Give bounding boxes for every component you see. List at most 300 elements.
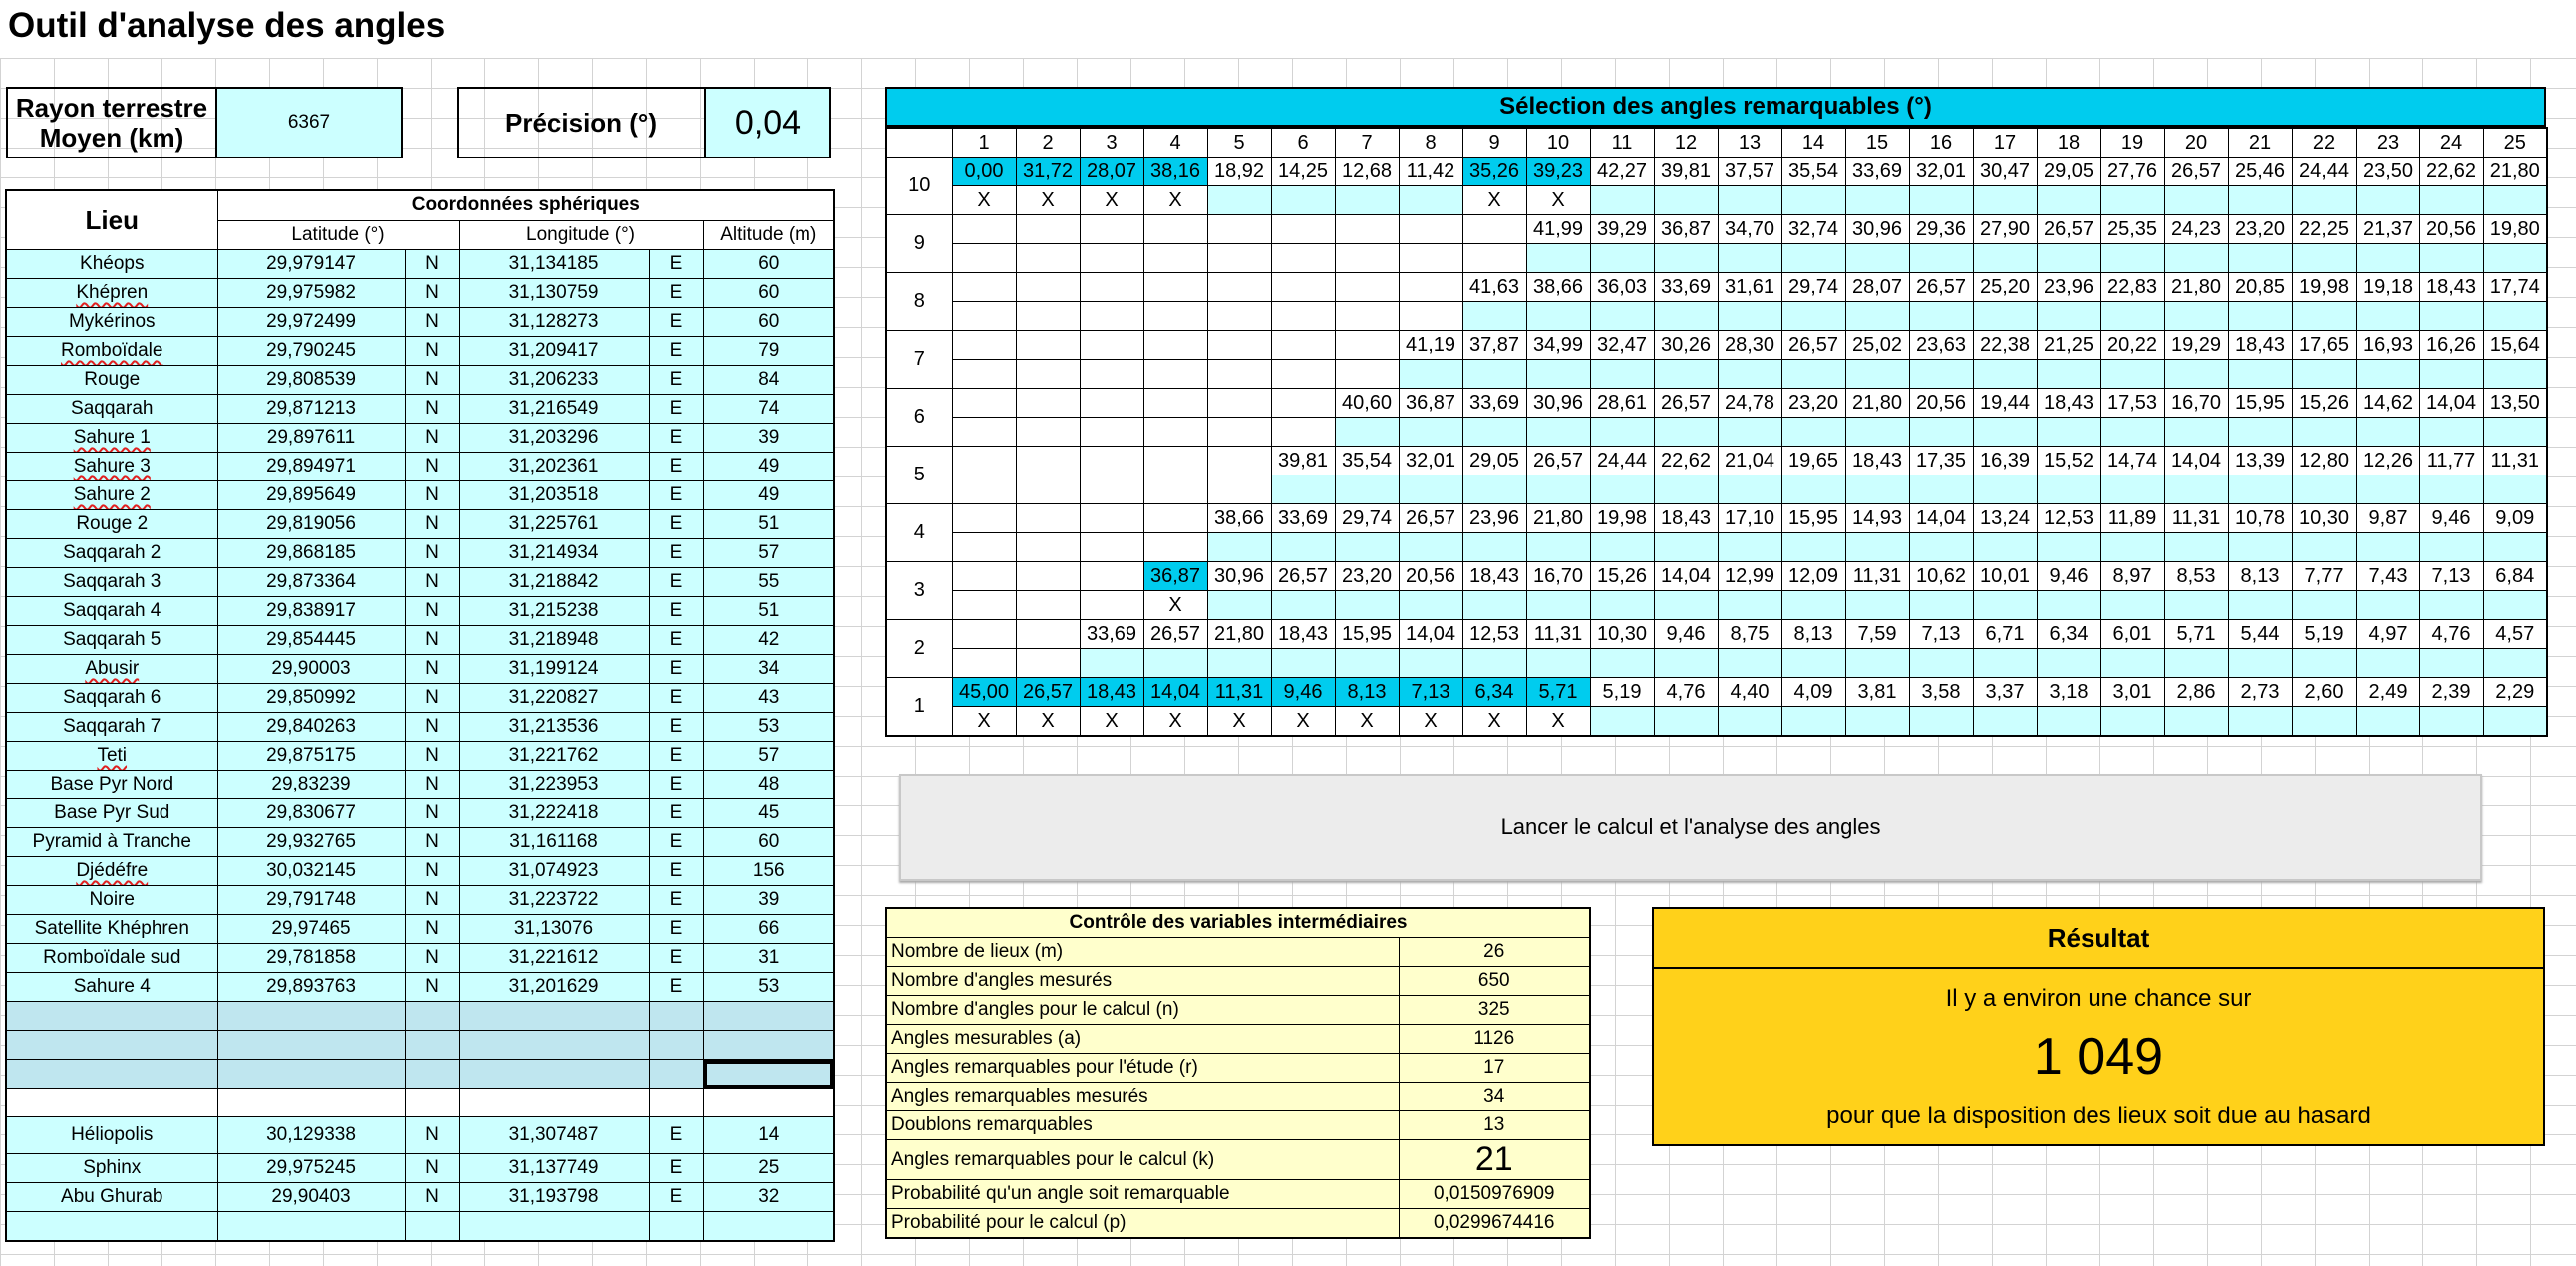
angle-cell[interactable]: 25,35 (2100, 215, 2164, 244)
angle-cell[interactable] (1335, 215, 1399, 244)
angle-cell[interactable]: 9,46 (2419, 504, 2483, 533)
place-name-cell[interactable] (6, 597, 217, 626)
angle-cell[interactable]: 23,96 (1462, 504, 1526, 533)
place-lon-cell[interactable] (459, 915, 649, 944)
angle-select-cell[interactable] (2356, 475, 2419, 504)
angle-cell[interactable]: 22,62 (1654, 447, 1718, 475)
angle-cell[interactable]: 4,76 (2419, 620, 2483, 649)
angle-cell[interactable] (1016, 620, 1080, 649)
angle-cell[interactable]: 18,92 (1207, 158, 1271, 186)
angle-cell[interactable]: 3,01 (2100, 678, 2164, 707)
angle-select-cell[interactable] (1909, 707, 1973, 737)
place-alt-cell[interactable] (703, 481, 834, 510)
angle-select-cell[interactable] (2292, 418, 2356, 447)
angle-cell[interactable]: 32,01 (1909, 158, 1973, 186)
angle-select-cell[interactable] (1335, 418, 1399, 447)
angle-select-cell[interactable] (1590, 186, 1654, 215)
angle-cell[interactable]: 11,31 (1845, 562, 1909, 591)
angle-select-cell[interactable] (1207, 302, 1271, 331)
angle-cell[interactable]: 2,60 (2292, 678, 2356, 707)
angle-cell[interactable]: 33,69 (1654, 273, 1718, 302)
angle-select-cell[interactable] (2292, 244, 2356, 273)
angle-select-cell[interactable] (1080, 418, 1143, 447)
place-ns-cell[interactable] (405, 713, 459, 742)
angle-select-cell[interactable]: X (1526, 186, 1590, 215)
angle-select-cell[interactable] (1654, 649, 1718, 678)
angle-select-cell[interactable] (1143, 475, 1207, 504)
angle-cell[interactable] (952, 447, 1016, 475)
angle-select-cell[interactable] (1526, 360, 1590, 389)
empty-cell[interactable] (6, 1002, 217, 1031)
place-lon-cell[interactable] (459, 568, 649, 597)
angle-cell[interactable]: 17,53 (2100, 389, 2164, 418)
angle-select-cell[interactable]: X (1143, 186, 1207, 215)
place-lat-cell[interactable] (217, 655, 405, 684)
angle-select-cell[interactable] (1781, 244, 1845, 273)
angle-select-cell[interactable] (1399, 591, 1462, 620)
angle-cell[interactable] (952, 273, 1016, 302)
angle-cell[interactable] (1271, 331, 1335, 360)
angle-cell[interactable]: 36,87 (1399, 389, 1462, 418)
angle-select-cell[interactable] (2356, 707, 2419, 737)
angle-select-cell[interactable] (2037, 649, 2100, 678)
angle-select-cell[interactable] (2037, 533, 2100, 562)
place-lat-cell[interactable] (217, 337, 405, 366)
empty-cell[interactable] (459, 1002, 649, 1031)
angle-cell[interactable]: 5,44 (2228, 620, 2292, 649)
place-name-cell[interactable] (6, 799, 217, 828)
angle-cell[interactable]: 5,71 (1526, 678, 1590, 707)
angle-select-cell[interactable] (1654, 418, 1718, 447)
place-ns-cell[interactable] (405, 539, 459, 568)
place-ew-cell[interactable] (649, 279, 703, 308)
angle-cell[interactable]: 19,18 (2356, 273, 2419, 302)
angle-select-cell[interactable] (1590, 418, 1654, 447)
angle-cell[interactable]: 16,70 (2164, 389, 2228, 418)
angle-cell[interactable] (1080, 273, 1143, 302)
angle-cell[interactable]: 18,43 (1462, 562, 1526, 591)
angle-cell[interactable]: 26,57 (1016, 678, 1080, 707)
place-lon-cell[interactable] (459, 366, 649, 395)
angle-select-cell[interactable] (952, 302, 1016, 331)
angle-select-cell[interactable] (1590, 533, 1654, 562)
angle-select-cell[interactable]: X (1526, 707, 1590, 737)
angle-select-cell[interactable] (1845, 244, 1909, 273)
angle-select-cell[interactable] (2292, 533, 2356, 562)
angle-select-cell[interactable] (2356, 533, 2419, 562)
place-ns-cell[interactable] (405, 742, 459, 771)
angle-cell[interactable]: 28,30 (1718, 331, 1781, 360)
angle-cell[interactable]: 26,57 (2164, 158, 2228, 186)
place-name-cell[interactable] (6, 453, 217, 481)
angle-select-cell[interactable] (2483, 591, 2547, 620)
angle-select-cell[interactable] (1590, 360, 1654, 389)
empty-cell[interactable] (217, 1002, 405, 1031)
angle-cell[interactable]: 6,71 (1973, 620, 2037, 649)
place-ew-cell[interactable] (649, 424, 703, 453)
angle-select-cell[interactable] (1973, 302, 2037, 331)
place-lat-cell[interactable] (217, 424, 405, 453)
angle-cell[interactable]: 41,63 (1462, 273, 1526, 302)
angle-select-cell[interactable] (1207, 186, 1271, 215)
angle-cell[interactable]: 38,66 (1526, 273, 1590, 302)
angle-select-cell[interactable]: X (1462, 707, 1526, 737)
angle-cell[interactable]: 19,98 (1590, 504, 1654, 533)
blank-cell[interactable] (703, 1089, 834, 1117)
angle-select-cell[interactable] (2419, 475, 2483, 504)
angle-select-cell[interactable] (1781, 360, 1845, 389)
angle-cell[interactable]: 24,44 (1590, 447, 1654, 475)
angle-cell[interactable]: 35,54 (1335, 447, 1399, 475)
angle-select-cell[interactable] (2419, 360, 2483, 389)
angle-select-cell[interactable] (1526, 244, 1590, 273)
angle-cell[interactable]: 4,97 (2356, 620, 2419, 649)
angle-cell[interactable]: 45,00 (952, 678, 1016, 707)
place-name-cell[interactable] (6, 915, 217, 944)
angle-cell[interactable]: 24,44 (2292, 158, 2356, 186)
empty-cell[interactable] (217, 1031, 405, 1060)
place-lon-cell[interactable] (459, 308, 649, 337)
place-ns-cell[interactable] (405, 973, 459, 1002)
angle-select-cell[interactable]: X (1143, 591, 1207, 620)
angle-cell[interactable]: 11,31 (1207, 678, 1271, 707)
angle-cell[interactable]: 10,78 (2228, 504, 2292, 533)
place-lon-cell[interactable] (459, 279, 649, 308)
angle-select-cell[interactable] (2100, 649, 2164, 678)
angle-cell[interactable]: 32,01 (1399, 447, 1462, 475)
angle-select-cell[interactable] (2419, 418, 2483, 447)
angle-cell[interactable] (1143, 447, 1207, 475)
place-lat-cell[interactable] (217, 828, 405, 857)
angle-cell[interactable]: 0,00 (952, 158, 1016, 186)
place-lat-cell[interactable] (217, 713, 405, 742)
angle-select-cell[interactable] (1781, 649, 1845, 678)
angle-cell[interactable]: 20,22 (2100, 331, 2164, 360)
empty-cell[interactable] (217, 1060, 405, 1089)
place-name-cell[interactable] (6, 713, 217, 742)
angle-select-cell[interactable] (2037, 418, 2100, 447)
angle-select-cell[interactable] (2356, 186, 2419, 215)
angle-cell[interactable]: 19,65 (1781, 447, 1845, 475)
angle-cell[interactable]: 4,76 (1654, 678, 1718, 707)
angle-select-cell[interactable] (2100, 533, 2164, 562)
place-lon-cell[interactable] (459, 799, 649, 828)
angle-cell[interactable] (1143, 331, 1207, 360)
angle-select-cell[interactable] (952, 360, 1016, 389)
place-ew-cell[interactable] (649, 626, 703, 655)
angle-cell[interactable] (1016, 215, 1080, 244)
angle-select-cell[interactable] (1973, 186, 2037, 215)
place-alt-cell[interactable] (703, 626, 834, 655)
angle-cell[interactable]: 23,96 (2037, 273, 2100, 302)
empty-cell[interactable] (703, 1060, 834, 1089)
angle-select-cell[interactable] (2037, 244, 2100, 273)
angle-cell[interactable]: 17,10 (1718, 504, 1781, 533)
angle-select-cell[interactable] (2356, 360, 2419, 389)
angle-select-cell[interactable]: X (1016, 707, 1080, 737)
blank-cell[interactable] (459, 1089, 649, 1117)
angle-cell[interactable]: 15,26 (2292, 389, 2356, 418)
angle-cell[interactable] (1080, 215, 1143, 244)
angle-select-cell[interactable] (2164, 533, 2228, 562)
place-lat-cell[interactable] (217, 308, 405, 337)
angle-select-cell[interactable] (1526, 533, 1590, 562)
angle-cell[interactable]: 14,04 (2419, 389, 2483, 418)
angle-cell[interactable]: 23,20 (1335, 562, 1399, 591)
angle-cell[interactable]: 4,57 (2483, 620, 2547, 649)
angle-cell[interactable]: 18,43 (1654, 504, 1718, 533)
place-lat-cell[interactable] (217, 395, 405, 424)
angle-cell[interactable]: 16,39 (1973, 447, 2037, 475)
angle-cell[interactable]: 26,57 (1654, 389, 1718, 418)
angle-cell[interactable]: 16,93 (2356, 331, 2419, 360)
angle-cell[interactable]: 21,80 (1526, 504, 1590, 533)
place-lat-cell[interactable] (217, 684, 405, 713)
place-ew-cell[interactable] (649, 771, 703, 799)
angle-select-cell[interactable] (1845, 649, 1909, 678)
place-name-cell[interactable] (6, 828, 217, 857)
place-lat-cell[interactable] (217, 250, 405, 279)
angle-select-cell[interactable] (1207, 244, 1271, 273)
angle-select-cell[interactable] (1143, 533, 1207, 562)
angle-select-cell[interactable]: X (1271, 707, 1335, 737)
angle-cell[interactable] (1080, 331, 1143, 360)
angle-cell[interactable]: 31,72 (1016, 158, 1080, 186)
angle-select-cell[interactable] (1016, 649, 1080, 678)
place-lon-cell[interactable] (459, 944, 649, 973)
angle-select-cell[interactable] (1973, 475, 2037, 504)
place-ew-cell[interactable] (649, 886, 703, 915)
angle-cell[interactable]: 27,76 (2100, 158, 2164, 186)
angle-select-cell[interactable] (1654, 186, 1718, 215)
angle-cell[interactable]: 26,57 (1399, 504, 1462, 533)
place-ns-cell[interactable] (405, 1183, 459, 1212)
place-ew-cell[interactable] (649, 481, 703, 510)
angle-select-cell[interactable] (2037, 186, 2100, 215)
angle-cell[interactable]: 25,46 (2228, 158, 2292, 186)
angle-cell[interactable]: 29,74 (1781, 273, 1845, 302)
angle-cell[interactable]: 5,19 (2292, 620, 2356, 649)
place-ns-cell[interactable] (405, 337, 459, 366)
angle-cell[interactable]: 20,56 (1399, 562, 1462, 591)
place-name-cell[interactable] (6, 944, 217, 973)
angle-cell[interactable]: 7,77 (2292, 562, 2356, 591)
angle-select-cell[interactable] (1718, 707, 1781, 737)
angle-cell[interactable]: 16,26 (2419, 331, 2483, 360)
angle-select-cell[interactable] (2419, 591, 2483, 620)
angle-select-cell[interactable] (1781, 418, 1845, 447)
angle-cell[interactable]: 5,71 (2164, 620, 2228, 649)
place-alt-cell[interactable] (703, 279, 834, 308)
place-ew-cell[interactable] (649, 1154, 703, 1183)
angle-cell[interactable]: 31,61 (1718, 273, 1781, 302)
angle-cell[interactable]: 20,56 (2419, 215, 2483, 244)
place-ew-cell[interactable] (649, 1183, 703, 1212)
angle-select-cell[interactable] (1909, 360, 1973, 389)
angle-select-cell[interactable] (952, 533, 1016, 562)
angle-select-cell[interactable] (2228, 533, 2292, 562)
precision-value[interactable]: 0,04 (704, 87, 831, 158)
place-lon-cell[interactable] (459, 626, 649, 655)
place-lat-cell[interactable] (217, 857, 405, 886)
angle-select-cell[interactable] (1590, 649, 1654, 678)
place-ew-cell[interactable] (649, 655, 703, 684)
angle-select-cell[interactable] (2292, 302, 2356, 331)
place-alt-cell[interactable] (703, 713, 834, 742)
empty-cell[interactable] (649, 1002, 703, 1031)
angle-select-cell[interactable] (1590, 707, 1654, 737)
place-ns-cell[interactable] (405, 1154, 459, 1183)
angle-select-cell[interactable] (1271, 244, 1335, 273)
angle-cell[interactable]: 15,64 (2483, 331, 2547, 360)
angle-select-cell[interactable] (1462, 649, 1526, 678)
place-alt-cell[interactable] (703, 424, 834, 453)
angle-select-cell[interactable] (2483, 475, 2547, 504)
angle-select-cell[interactable] (2483, 360, 2547, 389)
angle-cell[interactable]: 14,74 (2100, 447, 2164, 475)
angle-select-cell[interactable] (1781, 302, 1845, 331)
place-name-cell[interactable] (6, 771, 217, 799)
place-ew-cell[interactable] (649, 337, 703, 366)
blank-cell[interactable] (6, 1212, 217, 1242)
angle-select-cell[interactable] (2100, 244, 2164, 273)
angle-select-cell[interactable] (2037, 475, 2100, 504)
angle-select-cell[interactable] (1462, 475, 1526, 504)
angle-select-cell[interactable] (1016, 533, 1080, 562)
angle-select-cell[interactable] (2292, 649, 2356, 678)
angle-cell[interactable] (1016, 273, 1080, 302)
place-ns-cell[interactable] (405, 1117, 459, 1154)
angle-select-cell[interactable] (1973, 533, 2037, 562)
angle-select-cell[interactable] (1462, 360, 1526, 389)
angle-cell[interactable] (1271, 273, 1335, 302)
angle-cell[interactable]: 40,60 (1335, 389, 1399, 418)
angle-select-cell[interactable] (1271, 475, 1335, 504)
place-ns-cell[interactable] (405, 308, 459, 337)
angle-select-cell[interactable] (2419, 707, 2483, 737)
place-alt-cell[interactable] (703, 886, 834, 915)
angle-cell[interactable]: 22,83 (2100, 273, 2164, 302)
place-alt-cell[interactable] (703, 395, 834, 424)
place-lat-cell[interactable] (217, 597, 405, 626)
angle-select-cell[interactable] (1973, 591, 2037, 620)
angle-cell[interactable]: 33,69 (1845, 158, 1909, 186)
angle-select-cell[interactable] (2228, 186, 2292, 215)
angle-cell[interactable]: 36,87 (1654, 215, 1718, 244)
angle-select-cell[interactable] (1143, 649, 1207, 678)
angle-cell[interactable] (1016, 562, 1080, 591)
angle-cell[interactable]: 15,26 (1590, 562, 1654, 591)
angle-cell[interactable]: 14,04 (1143, 678, 1207, 707)
angle-cell[interactable]: 28,61 (1590, 389, 1654, 418)
angle-cell[interactable]: 3,81 (1845, 678, 1909, 707)
angle-select-cell[interactable] (2228, 418, 2292, 447)
angle-select-cell[interactable] (1718, 360, 1781, 389)
angle-cell[interactable]: 2,39 (2419, 678, 2483, 707)
angle-cell[interactable]: 30,96 (1845, 215, 1909, 244)
angle-cell[interactable]: 27,90 (1973, 215, 2037, 244)
angle-cell[interactable]: 39,81 (1654, 158, 1718, 186)
place-name-cell[interactable] (6, 395, 217, 424)
angle-select-cell[interactable] (2419, 244, 2483, 273)
angle-select-cell[interactable] (1143, 302, 1207, 331)
place-name-cell[interactable] (6, 366, 217, 395)
place-alt-cell[interactable] (703, 568, 834, 597)
angle-cell[interactable]: 35,26 (1462, 158, 1526, 186)
angle-select-cell[interactable] (2419, 533, 2483, 562)
angle-select-cell[interactable] (1016, 591, 1080, 620)
angle-select-cell[interactable] (1335, 649, 1399, 678)
angle-cell[interactable]: 7,13 (1909, 620, 1973, 649)
angle-select-cell[interactable] (952, 649, 1016, 678)
angle-cell[interactable]: 18,43 (2228, 331, 2292, 360)
angle-cell[interactable]: 9,09 (2483, 504, 2547, 533)
angle-select-cell[interactable] (2292, 186, 2356, 215)
place-lat-cell[interactable] (217, 366, 405, 395)
angle-select-cell[interactable] (1207, 475, 1271, 504)
angle-select-cell[interactable] (1271, 186, 1335, 215)
angle-select-cell[interactable] (1654, 475, 1718, 504)
angle-cell[interactable]: 21,80 (1207, 620, 1271, 649)
angle-select-cell[interactable] (1271, 418, 1335, 447)
blank-cell[interactable] (405, 1212, 459, 1242)
angle-cell[interactable]: 37,57 (1718, 158, 1781, 186)
angle-select-cell[interactable] (2483, 418, 2547, 447)
angle-cell[interactable] (952, 562, 1016, 591)
place-name-cell[interactable] (6, 973, 217, 1002)
place-alt-cell[interactable] (703, 742, 834, 771)
angle-cell[interactable]: 39,81 (1271, 447, 1335, 475)
angle-cell[interactable]: 12,09 (1781, 562, 1845, 591)
angle-cell[interactable]: 13,24 (1973, 504, 2037, 533)
angle-cell[interactable]: 10,30 (1590, 620, 1654, 649)
angle-cell[interactable]: 14,25 (1271, 158, 1335, 186)
angle-cell[interactable]: 9,46 (1654, 620, 1718, 649)
angle-select-cell[interactable] (2292, 475, 2356, 504)
angle-cell[interactable]: 23,63 (1909, 331, 1973, 360)
angle-select-cell[interactable] (2419, 302, 2483, 331)
place-lat-cell[interactable] (217, 539, 405, 568)
angle-select-cell[interactable] (1718, 418, 1781, 447)
angle-select-cell[interactable] (1526, 475, 1590, 504)
place-ew-cell[interactable] (649, 453, 703, 481)
angle-cell[interactable]: 11,42 (1399, 158, 1462, 186)
angle-select-cell[interactable] (1845, 302, 1909, 331)
place-lat-cell[interactable] (217, 279, 405, 308)
place-alt-cell[interactable] (703, 973, 834, 1002)
angle-select-cell[interactable] (1909, 533, 1973, 562)
place-ew-cell[interactable] (649, 857, 703, 886)
angle-cell[interactable]: 11,31 (2483, 447, 2547, 475)
angle-cell[interactable]: 26,57 (1909, 273, 1973, 302)
angle-select-cell[interactable] (2483, 707, 2547, 737)
angle-select-cell[interactable] (2356, 244, 2419, 273)
angle-cell[interactable]: 39,23 (1526, 158, 1590, 186)
angle-cell[interactable]: 18,43 (1845, 447, 1909, 475)
angle-cell[interactable]: 30,96 (1526, 389, 1590, 418)
place-alt-cell[interactable] (703, 308, 834, 337)
angle-cell[interactable]: 21,25 (2037, 331, 2100, 360)
angle-select-cell[interactable] (2037, 707, 2100, 737)
angle-cell[interactable]: 22,38 (1973, 331, 2037, 360)
angle-cell[interactable]: 7,13 (1399, 678, 1462, 707)
angle-select-cell[interactable] (1080, 533, 1143, 562)
angle-cell[interactable]: 5,19 (1590, 678, 1654, 707)
place-ns-cell[interactable] (405, 857, 459, 886)
place-lon-cell[interactable] (459, 250, 649, 279)
angle-select-cell[interactable] (2100, 418, 2164, 447)
angle-cell[interactable]: 6,34 (1462, 678, 1526, 707)
